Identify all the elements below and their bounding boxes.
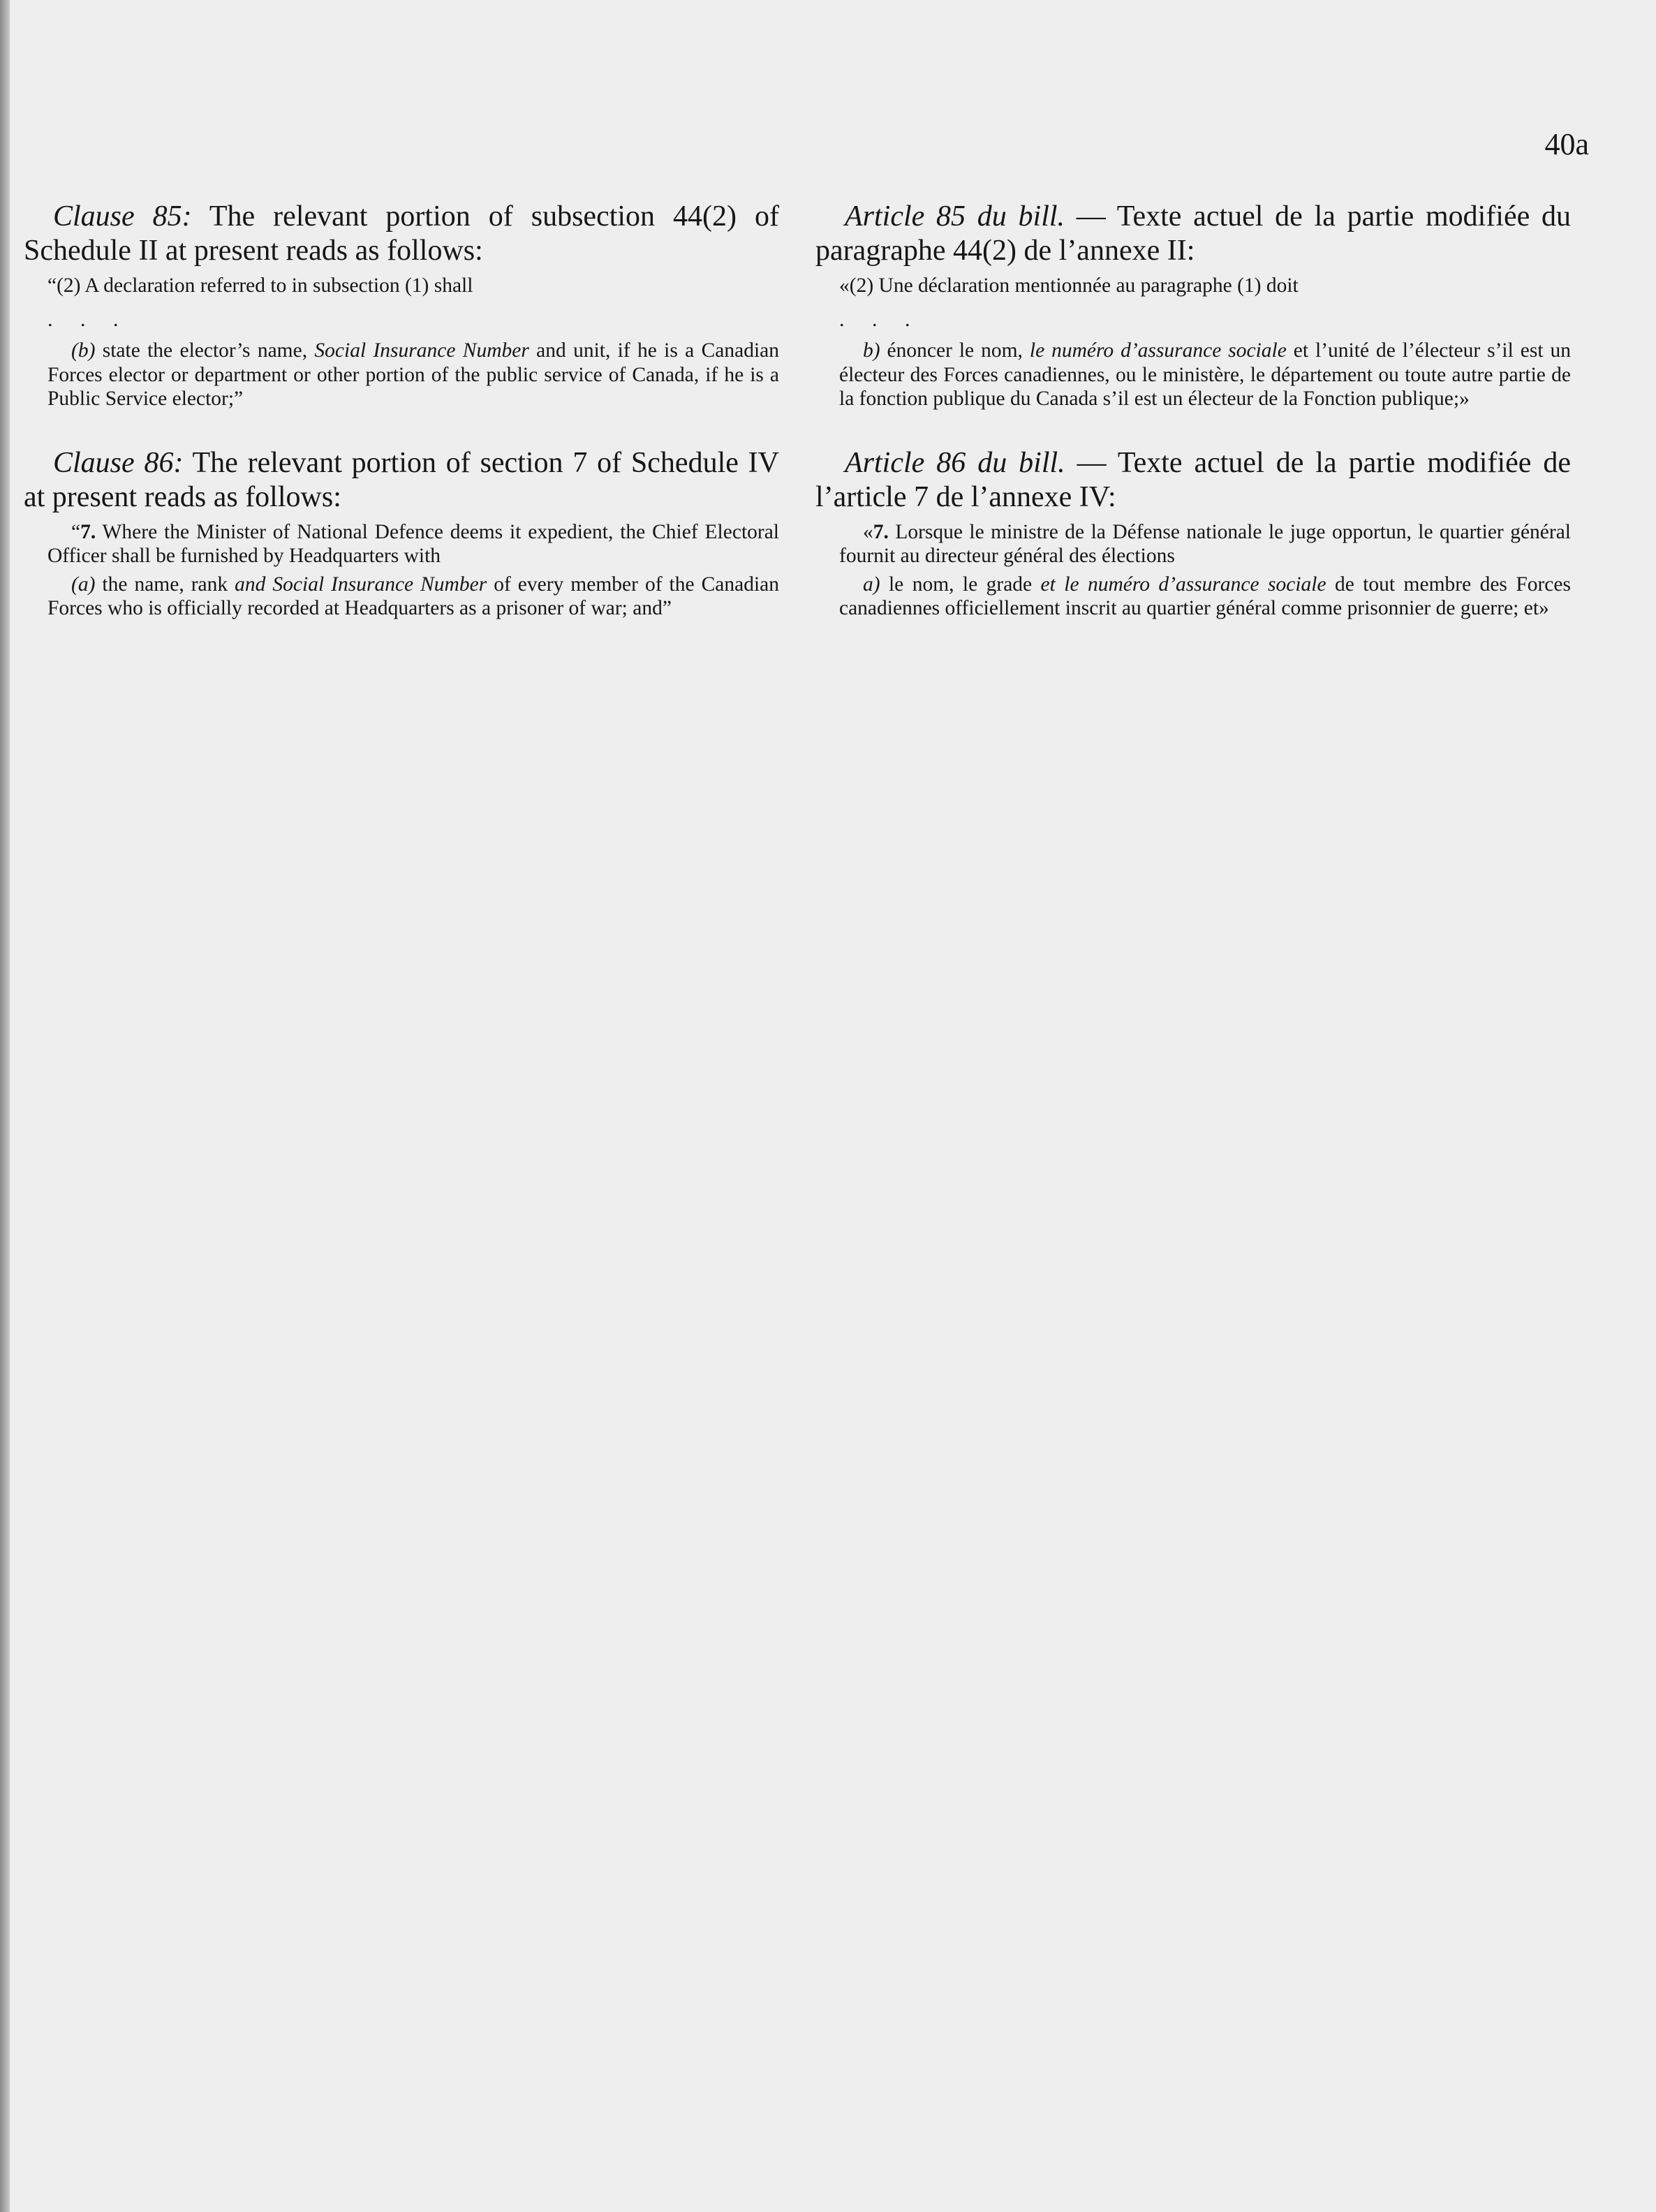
article-85-item-label: b) — [863, 339, 880, 362]
clause-86-intro-text: Where the Minister of National Defence deems it expedient, the Chief Electoral Officer shall be furnished by Headquarters with — [47, 520, 779, 567]
clause-85-heading — [24, 200, 779, 268]
article-86-intro-open: « — [863, 520, 873, 543]
article-85-ellipsis: . . . — [839, 308, 922, 331]
article-85-item-pre: énoncer le nom, — [880, 339, 1030, 362]
clause-85-item-em: Social Insurance Number — [314, 339, 529, 362]
article-86-item-em: et le numéro d’assurance sociale — [1040, 573, 1326, 596]
clause-86-item-pre: the name, rank — [95, 573, 235, 596]
clause-86-heading-text: The relevant portion of section 7 of Schedule IV at present reads as follows: — [24, 446, 780, 513]
clause-86-heading — [24, 446, 779, 515]
article-86-intro — [815, 520, 1571, 568]
clause-86-item-post: of every member of the Canadian Forces who is officially recorded at Headquarters as a prisoner of war; and” — [47, 573, 779, 619]
clause-85-item-label: (b) — [71, 339, 96, 362]
article-86-item-post: de tout membre des Forces canadiennes officiellement inscrit au quartier général comme prisonnier de guerre; et» — [839, 573, 1571, 619]
clause-85-item-pre: state the elector’s name, — [95, 339, 315, 362]
clause-85-ellipsis: . . . — [47, 308, 130, 331]
clause-86-item-label: (a) — [71, 573, 96, 596]
clause-86-paragraph-a — [24, 573, 779, 621]
clause-85-paragraph-b — [24, 339, 779, 411]
article-86-item-label: a) — [863, 573, 880, 596]
article-86-paragraph-a — [815, 573, 1571, 621]
article-85-heading-text: — Texte actuel de la partie modifiée du paragraphe 44(2) de l’annexe II: — [815, 200, 1572, 267]
article-86-item-pre: le nom, le grade — [880, 573, 1041, 596]
article-86-note — [815, 446, 1571, 621]
article-86-heading — [815, 446, 1571, 515]
page-number: 40a — [1544, 127, 1589, 161]
scan-edge-shadow — [0, 0, 10, 2212]
article-86-intro-text: Lorsque le ministre de la Défense nationale le juge opportun, le quartier général fournit au directeur général des élections — [839, 520, 1571, 567]
article-86-tag: Article 86 du bill. — [845, 446, 1065, 479]
article-85-item-post: et l’unité de l’électeur s’il est un électeur des Forces canadiennes, ou le ministère, le département ou toute autre partie de la fonction publique du Canada s’il est un électeur de la Fonction publique;» — [839, 339, 1571, 410]
clause-86-intro-num: 7. — [80, 520, 96, 543]
article-85-heading — [815, 200, 1571, 268]
clause-86-note — [24, 446, 779, 621]
article-86-heading-text: — Texte actuel de la partie modifiée de l’article 7 de l’annexe IV: — [815, 446, 1572, 513]
article-86-intro-num: 7. — [873, 520, 889, 543]
article-85-intro: «(2) Une déclaration mentionnée au paragraphe (1) doit — [839, 274, 1299, 297]
article-85-note — [815, 200, 1571, 411]
clause-85-tag: Clause 85: — [53, 200, 192, 233]
clause-85-item-post: and unit, if he is a Canadian Forces elector or department or other portion of the public service of Canada, if he is a Public Service elector;” — [47, 339, 779, 410]
clause-86-tag: Clause 86: — [53, 446, 184, 479]
clause-86-item-em: and Social Insurance Number — [235, 573, 487, 596]
clause-85-note — [24, 200, 779, 411]
clause-85-heading-text: The relevant portion of subsection 44(2) of Schedule II at present reads as follows: — [24, 200, 779, 267]
clause-86-intro-open: “ — [71, 520, 81, 543]
article-85-item-em: le numéro d’assurance sociale — [1029, 339, 1287, 362]
clause-85-intro: “(2) A declaration referred to in subsection (1) shall — [47, 274, 473, 297]
french-column — [815, 200, 1571, 656]
article-85-paragraph-b — [815, 339, 1571, 411]
english-column — [24, 200, 779, 656]
article-85-tag: Article 85 du bill. — [845, 200, 1065, 233]
clause-86-intro — [24, 520, 779, 568]
